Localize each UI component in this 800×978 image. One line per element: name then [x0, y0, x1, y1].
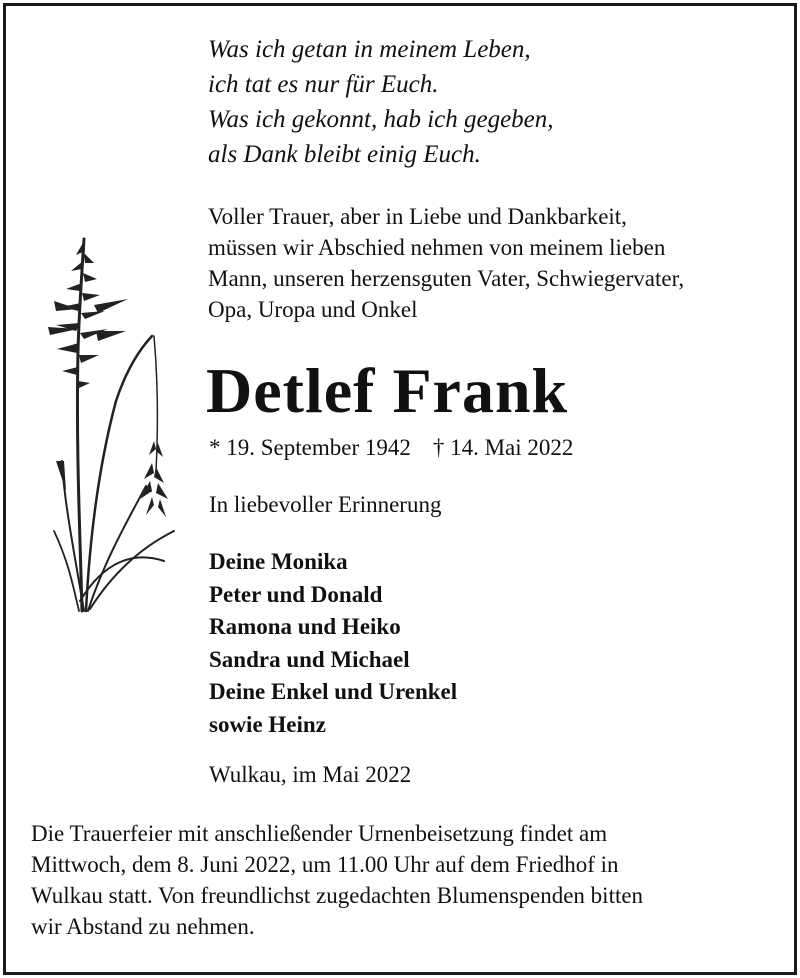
funeral-line: Die Trauerfeier mit anschließender Urnenbeisetzung findet am [31, 821, 608, 846]
intro-line: Opa, Uropa und Onkel [208, 297, 418, 322]
poem-line: Was ich getan in meinem Leben, [208, 36, 531, 63]
place-date: Wulkau, im Mai 2022 [209, 762, 412, 787]
intro-line: müssen wir Abschied nehmen von meinem lieben [208, 235, 666, 260]
obituary-frame [3, 3, 797, 975]
family-member: Ramona und Heiko [209, 614, 401, 639]
birth-date: * 19. September 1942 [209, 435, 411, 460]
poem-line: ich tat es nur für Euch. [208, 71, 439, 98]
funeral-line: Wulkau statt. Von freundlichst zugedachten Blumenspenden bitten [31, 883, 644, 908]
funeral-notice [31, 818, 643, 942]
family-member: Peter und Donald [209, 581, 383, 607]
intro-text [208, 201, 684, 325]
life-dates [209, 433, 573, 463]
intro-line: Voller Trauer, aber in Liebe und Dankbarkeit, [208, 204, 627, 229]
family-member: Sandra und Michael [209, 646, 410, 672]
family-member: Deine Monika [209, 549, 348, 574]
grass-plant-icon [34, 231, 184, 616]
poem [208, 32, 554, 172]
intro-line: Mann, unseren herzensguten Vater, Schwiegervater, [208, 266, 685, 291]
funeral-line: Mittwoch, dem 8. Juni 2022, um 11.00 Uhr auf dem Friedhof in [31, 852, 619, 877]
poem-line: als Dank bleibt einig Euch. [208, 141, 481, 168]
death-date: † 14. Mai 2022 [432, 435, 574, 460]
family-member: sowie Heinz [209, 711, 326, 737]
family-list [209, 546, 457, 741]
deceased-name: Detlef Frank [206, 355, 569, 426]
memory-line: In liebevoller Erinnerung [209, 492, 442, 517]
family-member: Deine Enkel und Urenkel [209, 679, 458, 704]
poem-line: Was ich gekonnt, hab ich gegeben, [208, 106, 554, 133]
funeral-line: wir Abstand zu nehmen. [31, 914, 255, 939]
